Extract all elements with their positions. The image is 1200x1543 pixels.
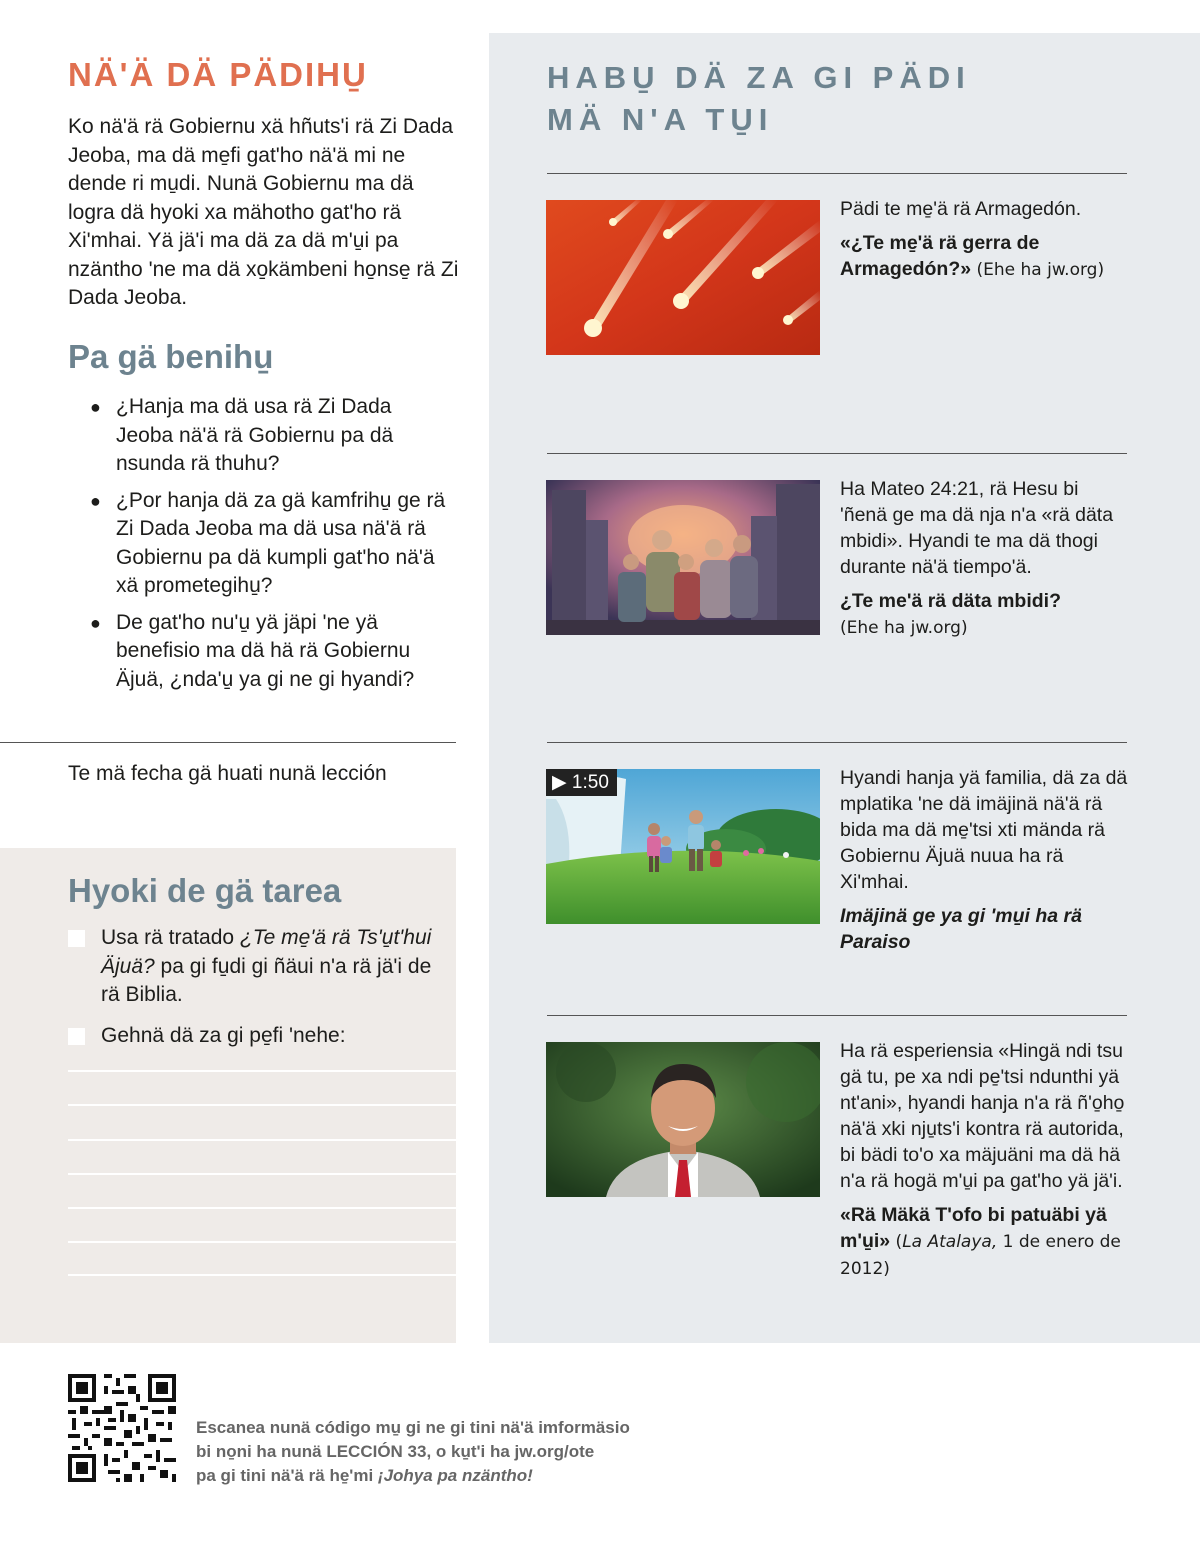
play-icon: ▶: [552, 772, 567, 793]
family-image[interactable]: [546, 480, 820, 635]
writing-line[interactable]: [68, 1070, 456, 1072]
writing-line[interactable]: [68, 1274, 456, 1276]
writing-line[interactable]: [68, 1207, 456, 1209]
item-text: [840, 1038, 1130, 1290]
item-link[interactable]: ¿Te me'ä rä däta mbidi?: [840, 590, 1061, 612]
summary-text: Ko nä'ä rä Gobiernu xä hñuts'i rä Zi Dada Jeoba, ma dä me̱fi gat'ho nä'ä mi ne dende ri mu̱di. Nunä Gobiernu ma dä logra dä hyoki xa mähotho gat'ho rä Xi'mhai. Yä jä'i ma dä za dä m'u̱i pa nzäntho 'ne ma dä xo̱kämbeni ho̱nse̱ rä Zi Dada Jeoba.: [68, 115, 459, 309]
review-item: ● ¿Hanja ma dä usa rä Zi Dada Jeoba nä'ä rä Gobiernu pa dä nsunda rä thuhu?: [90, 395, 394, 475]
explore-title: HABU̱ DÄ ZA GI PÄDI MÄ N'A TU̱I: [547, 60, 971, 137]
writing-line[interactable]: [68, 1241, 456, 1243]
item-link[interactable]: Imäjinä ge ya gi 'mu̱i ha rä Paraiso: [840, 905, 1082, 953]
rp-divider: [547, 742, 1127, 743]
item-description: Pädi te me̱'ä rä Armagedón.: [840, 198, 1082, 220]
review-item: ● De gat'ho nu'u̱ yä jäpi 'ne yä benefisio ma dä hä rä Gobiernu Äjuä, ¿nda'u̱ ya gi ne gi hyandi?: [90, 610, 415, 691]
review-list: [90, 393, 450, 702]
writing-line[interactable]: [68, 1173, 456, 1175]
item-description: Ha rä esperiensia «Hingä ndi tsu gä tu, pe xa ndi pe̱'tsi ndunthi yä nt'ani», hyandi hanja n'a rä ñ'o̱ho̱ nä'ä xki nju̱ts'i kontra rä autorida, bi bädi to'o xa mäjuäni ma dä hä n'a rä hogä m'u̱i pa gat'ho yä jä'i.: [840, 1040, 1125, 1192]
item-text: [840, 476, 1130, 649]
rp-divider: [547, 1015, 1127, 1016]
explore-panel: [489, 33, 1200, 1343]
meteor-image[interactable]: [546, 200, 820, 355]
bullet-icon: ●: [90, 612, 101, 633]
paradise-video[interactable]: [546, 769, 820, 924]
checkbox[interactable]: [68, 930, 85, 947]
qr-code[interactable]: [68, 1374, 176, 1482]
item-description: Ha Mateo 24:21, rä Hesu bi 'ñenä ge ma dä nja n'a «rä däta mbidi». Hyandi te ma dä thogi durante nä'ä tiempo'ä.: [840, 478, 1114, 578]
writing-line[interactable]: [68, 1139, 456, 1141]
date-label: Te mä fecha gä huati nunä lección: [68, 762, 387, 785]
item-link[interactable]: «¿Te me̱'ä rä gerra de Armagedón?» (Ehe ha jw.org): [840, 232, 1105, 280]
review-title: Pa gä benihu̱: [68, 338, 274, 375]
rp-divider: [547, 453, 1127, 454]
review-item: ● ¿Por hanja dä za gä kamfrihu̱ ge rä Zi Dada Jeoba ma dä usa nä'ä rä Gobiernu pa dä kumpli gat'ho nä'ä xä prometegihu̱?: [90, 488, 446, 597]
item-link[interactable]: «Rä Mäkä T'ofo bi patuäbi yä m'u̱i» (La Atalaya, 1 de enero de 2012): [840, 1204, 1121, 1279]
item-text: [840, 765, 1130, 963]
summary-title: NÄ'Ä DÄ PÄDIHU̱: [68, 56, 368, 93]
bullet-icon: ●: [90, 397, 101, 417]
divider: [0, 742, 456, 743]
homework-item: Gehnä dä za gi pe̱fi 'nehe:: [68, 1022, 448, 1051]
footer-text: Escanea nunä código mu̱ gi ne gi tini nä'ä imformäsio bi no̱ni ha nunä LECCIÓN 33, o ku̱t'i ha jw.org/ote pa gi tini nä'ä rä he̱'mi ¡Johya pa nzäntho!: [196, 1418, 630, 1485]
item-description: Hyandi hanja yä familia, dä za dä mplatika 'ne dä imäjinä nä'ä rä bida ma dä me̱'tsi xti mända rä Gobiernu Äjuä nuua ha rä Xi'mhai.: [840, 767, 1128, 893]
homework-title: Hyoki de gä tarea: [68, 872, 342, 909]
homework-item: Usa rä tratado ¿Te me̱'ä rä Ts'u̱t'hui Äjuä? pa gi fu̱di gi ñäui n'a rä jä'i de rä Biblia.: [68, 924, 448, 1010]
man-portrait-image[interactable]: [546, 1042, 820, 1197]
bullet-icon: ●: [90, 490, 101, 511]
item-link-source: (Ehe ha jw.org): [840, 618, 968, 638]
homework-section: [0, 848, 456, 1343]
video-duration-badge: ▶ 1:50: [546, 769, 617, 796]
rp-divider: [547, 173, 1127, 174]
checkbox[interactable]: [68, 1028, 85, 1045]
writing-line[interactable]: [68, 1104, 456, 1106]
item-text: [840, 196, 1130, 291]
